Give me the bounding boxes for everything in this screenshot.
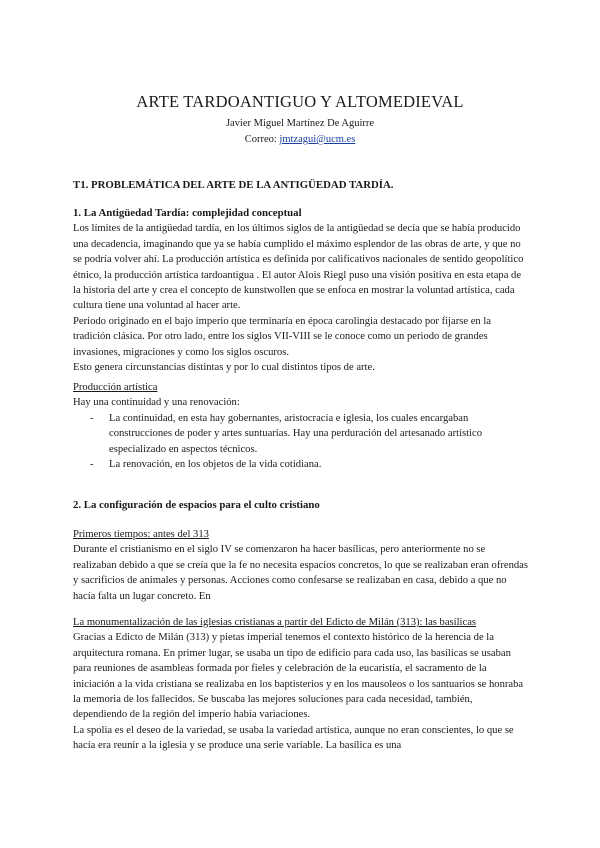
section-2-heading: 2. La configuración de espacios para el culto cristiano — [73, 499, 320, 511]
section-1-paragraph-2: Periodo originado en el bajo imperio que terminaría en época carolingia destacado por fijarse en la tradición clásica. Por otro lado, entre los siglos VII-VIII se le conoce como un periodo de grandes invasiones, migraciones y como los siglos oscuros. — [73, 315, 491, 358]
document-email-line — [0, 134, 600, 145]
subsection-2-paragraph-2: La spolia es el deseo de la variedad, se usaba la variedad artística, aunque no eran conscientes, lo que se hacía era reunir a la iglesia y se produce una serie variable. La basílica es una — [73, 724, 514, 752]
email-link[interactable]: jmtzagui@ucm.es — [279, 134, 356, 145]
subsection-1-text: Durante el cristianismo en el siglo IV se comenzaron ha hacer basílicas, pero anteriormente no se realizaban debido a que se creía que la fe no necesita espacios concretos, lo que se realizaban eran ofrendas y sacrificios de animales y personas. Acciones como confesarse se realizaban en casa, debido a que no hacía falta un lugar concreto. En — [73, 544, 529, 602]
section-2-subsection-2 — [73, 615, 528, 754]
topic-heading: T1. PROBLEMÁTICA DEL ARTE DE LA ANTIGÜEDAD TARDÍA. — [73, 179, 394, 191]
section-1-paragraph-3: Esto genera circunstancias distintas y por lo cual distintos tipos de arte. — [73, 362, 375, 374]
document-author: Javier Miguel Martínez De Aguirre — [225, 118, 375, 129]
document-title: ARTE TARDOANTIGUO Y ALTOMEDIEVAL — [136, 92, 464, 111]
subsection-heading-primeros-tiempos: Primeros tiempos: antes del 313 — [73, 529, 209, 540]
email-label: Correo: — [244, 134, 280, 145]
subsection-2-paragraph-1: Gracias a Edicto de Milán (313) y pietas imperial tenemos el contexto histórico de la herencia de la arquitectura romana. En primer lugar, se usaba un tipo de edificio para cada uso, las basílicas se usaban para reuniones de asambleas formada por fieles y celebración de la eucaristía, el sacramento de la iniciación a la vida cristiana se realizaba en los baptisterios y en los mausoleos o los santuarios se honraba la memoria de los fallecidos. Se buscaba las mejores soluciones para cada necesidad, también, dependiendo de la región del imperio había variaciones. — [73, 632, 524, 721]
list-item: - La renovación, en los objetos de la vida cotidiana. — [109, 457, 528, 472]
section-1-heading: 1. La Antigüedad Tardía: complejidad conceptual — [73, 207, 302, 219]
section-2-subsection-1 — [73, 527, 528, 604]
subsection-intro: Hay una continuidad y una renovación: — [73, 397, 240, 409]
section-1-subsection — [73, 380, 528, 472]
production-list — [73, 411, 528, 473]
section-1 — [73, 206, 528, 375]
list-item: - La continuidad, en esta hay gobernantes, aristocracia e iglesia, los cuales encargaban construcciones de poder y artes suntuarias. Hay una perduración del artesanado artístico especializado en aspectos técnicos. — [109, 411, 528, 457]
section-1-paragraph-1: Los límites de la antigüedad tardía, en los últimos siglos de la antigüedad se decía que se había producido una decadencia, imaginando que ya se había cumplido el máximo esplendor de las obras de arte, y que no se podría volver ahí. La producción artística es definida por calificativos nacionales de sentido geopolítico étnico, la producción artística tardoantigua . El autor Alois Riegl puso una visión positiva en esta etapa de la historia del arte y crea el concepto de kunstwollen que se enfoca en mostrar la voluntad artística, cada cultura tiene una voluntad al hacer arte. — [73, 223, 524, 312]
subsection-heading-produccion: Producción artística — [73, 382, 158, 393]
subsection-heading-monumentalizacion: La monumentalización de las iglesias cristianas a partir del Edicto de Milán (313): las basílicas — [73, 617, 477, 628]
